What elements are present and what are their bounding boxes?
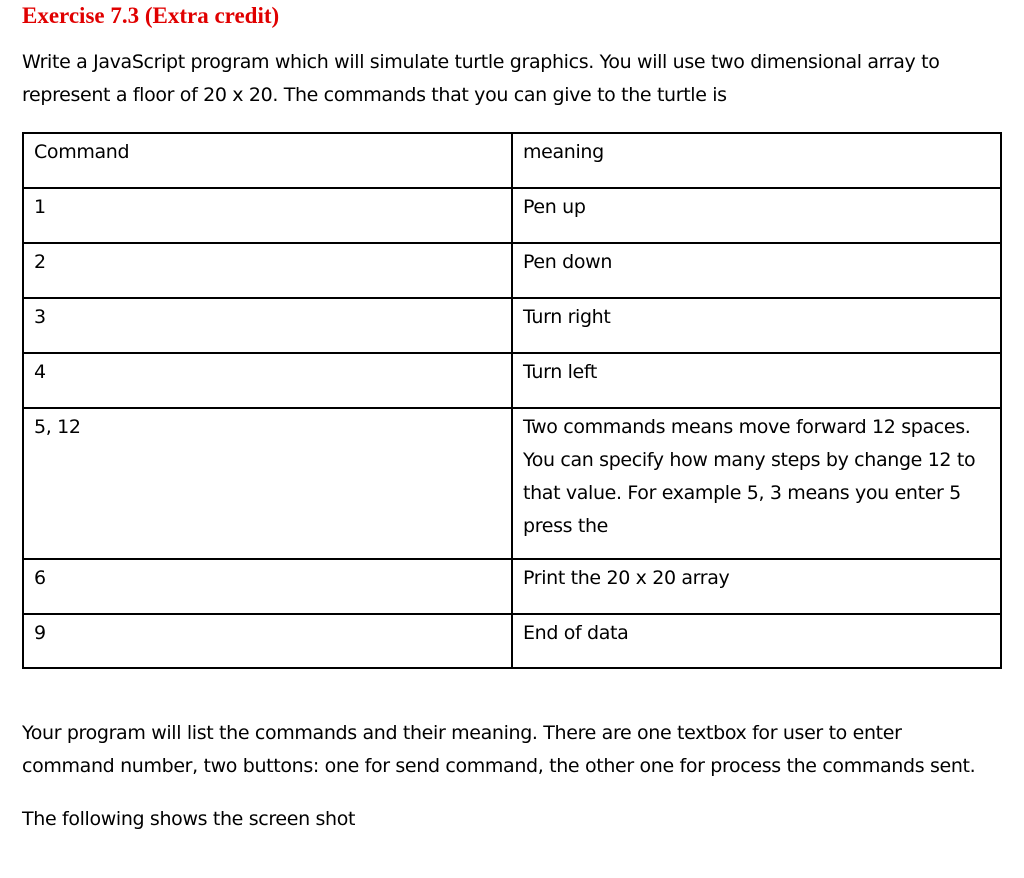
meaning-line: press the — [523, 515, 609, 537]
table-row — [23, 243, 1001, 298]
table-row — [23, 298, 1001, 353]
command-cell: 5, 12 — [23, 408, 512, 559]
table-header-row — [23, 133, 1001, 188]
table-row — [23, 188, 1001, 243]
description-line: Your program will list the commands and their meaning. There are one textbox for user to enter — [22, 722, 902, 744]
meaning-line: Two commands means move forward 12 spaces. — [523, 416, 971, 438]
intro-line: Write a JavaScript program which will simulate turtle graphics. You will use two dimensional array to — [22, 51, 940, 73]
following-text: The following shows the screen shot — [22, 808, 356, 830]
exercise-title: Exercise 7.3 (Extra credit) — [22, 3, 280, 28]
meaning-cell: Turn left — [512, 353, 1001, 408]
meaning-cell: End of data — [512, 614, 1001, 668]
table-row — [23, 614, 1001, 668]
description-line: command number, two buttons: one for send command, the other one for process the commands sent. — [22, 755, 976, 777]
header-cell-command: Command — [23, 133, 512, 188]
intro-paragraph — [22, 46, 940, 112]
commands-table — [22, 132, 1002, 669]
command-cell: 1 — [23, 188, 512, 243]
command-cell: 6 — [23, 559, 512, 614]
meaning-cell: Turn right — [512, 298, 1001, 353]
command-cell: 3 — [23, 298, 512, 353]
meaning-cell — [512, 408, 1001, 559]
meaning-cell: Print the 20 x 20 array — [512, 559, 1001, 614]
header-cell-meaning: meaning — [512, 133, 1001, 188]
command-cell: 2 — [23, 243, 512, 298]
meaning-line: that value. For example 5, 3 means you enter 5 — [523, 482, 961, 504]
meaning-cell: Pen down — [512, 243, 1001, 298]
command-cell: 4 — [23, 353, 512, 408]
table-row — [23, 353, 1001, 408]
description-paragraph — [22, 717, 975, 783]
meaning-line: You can specify how many steps by change 12 to — [523, 449, 976, 471]
table-row — [23, 408, 1001, 559]
command-cell: 9 — [23, 614, 512, 668]
meaning-cell: Pen up — [512, 188, 1001, 243]
intro-line: represent a floor of 20 x 20. The commands that you can give to the turtle is — [22, 84, 727, 106]
table-row — [23, 559, 1001, 614]
